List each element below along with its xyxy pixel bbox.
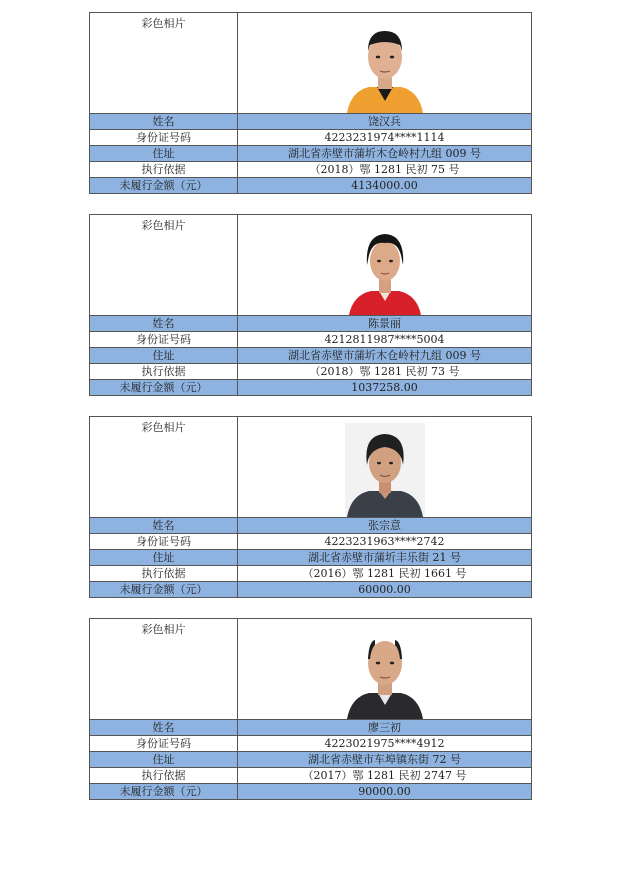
- address-label: 住址: [90, 348, 238, 364]
- id-value: 4223231974****1114: [238, 130, 532, 146]
- person-portrait-icon: [345, 221, 425, 315]
- amount-label: 未履行金额（元）: [90, 178, 238, 194]
- person-photo: [238, 619, 532, 720]
- id-label: 身份证号码: [90, 130, 238, 146]
- person-photo: [238, 417, 532, 518]
- address-value: 湖北省赤壁市蒲圻木仓岭村九组 009 号: [238, 348, 532, 364]
- person-portrait-icon: [345, 423, 425, 517]
- address-value: 湖北省赤壁市蒲圻木仓岭村九组 009 号: [238, 146, 532, 162]
- name-label: 姓名: [90, 316, 238, 332]
- id-value: 4223231963****2742: [238, 534, 532, 550]
- photo-label: 彩色相片: [90, 619, 238, 720]
- name-value: 陈景丽: [238, 316, 532, 332]
- name-label: 姓名: [90, 720, 238, 736]
- photo-label: 彩色相片: [90, 13, 238, 114]
- address-label: 住址: [90, 752, 238, 768]
- id-value: 4223021975****4912: [238, 736, 532, 752]
- name-value: 饶汉兵: [238, 114, 532, 130]
- basis-value: （2016）鄂 1281 民初 1661 号: [238, 566, 532, 582]
- amount-value: 90000.00: [238, 784, 532, 800]
- name-value: 张宗意: [238, 518, 532, 534]
- person-record-4: [89, 618, 532, 800]
- address-value: 湖北省赤壁市车埠镇东街 72 号: [238, 752, 532, 768]
- name-label: 姓名: [90, 114, 238, 130]
- amount-label: 未履行金额（元）: [90, 582, 238, 598]
- id-label: 身份证号码: [90, 534, 238, 550]
- photo-label: 彩色相片: [90, 215, 238, 316]
- id-label: 身份证号码: [90, 736, 238, 752]
- amount-value: 4134000.00: [238, 178, 532, 194]
- address-value: 湖北省赤壁市蒲圻丰乐街 21 号: [238, 550, 532, 566]
- basis-value: （2018）鄂 1281 民初 75 号: [238, 162, 532, 178]
- basis-label: 执行依据: [90, 364, 238, 380]
- person-photo: [238, 13, 532, 114]
- photo-label: 彩色相片: [90, 417, 238, 518]
- basis-label: 执行依据: [90, 566, 238, 582]
- person-portrait-icon: [345, 625, 425, 719]
- basis-label: 执行依据: [90, 768, 238, 784]
- person-record-3: [89, 416, 532, 598]
- basis-label: 执行依据: [90, 162, 238, 178]
- address-label: 住址: [90, 550, 238, 566]
- amount-label: 未履行金额（元）: [90, 784, 238, 800]
- basis-value: （2017）鄂 1281 民初 2747 号: [238, 768, 532, 784]
- address-label: 住址: [90, 146, 238, 162]
- person-portrait-icon: [345, 19, 425, 113]
- amount-value: 60000.00: [238, 582, 532, 598]
- amount-label: 未履行金额（元）: [90, 380, 238, 396]
- amount-value: 1037258.00: [238, 380, 532, 396]
- person-record-1: [89, 12, 532, 194]
- person-record-2: [89, 214, 532, 396]
- name-value: 廖三初: [238, 720, 532, 736]
- person-photo: [238, 215, 532, 316]
- basis-value: （2018）鄂 1281 民初 73 号: [238, 364, 532, 380]
- name-label: 姓名: [90, 518, 238, 534]
- id-label: 身份证号码: [90, 332, 238, 348]
- id-value: 4212811987****5004: [238, 332, 532, 348]
